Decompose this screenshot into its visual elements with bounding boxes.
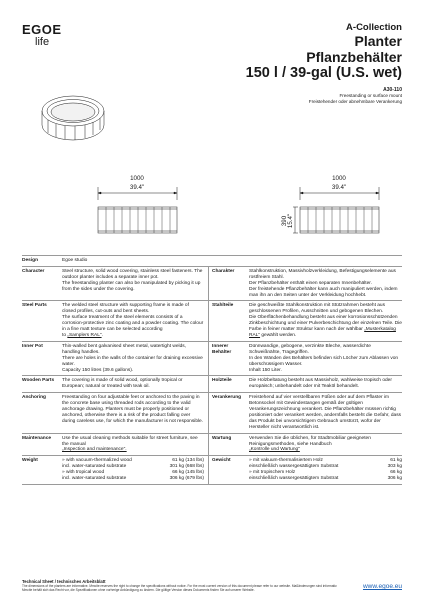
inner-en-1: Thin-walled bent galvanised sheet metal, watertight welds, handling handles. xyxy=(62,343,186,355)
weight-en-2a: incl. water-saturated substrate xyxy=(62,464,127,470)
weight-de-3b: 66 kg xyxy=(390,470,402,476)
subtitle-de: Freistehender oder abnehmbare Verankerung xyxy=(308,99,402,104)
steel-de-1: Die geschweißte Stahlkonstruktion mit Stützrahmen besteht aus geschlossenen Profilen, Ausschnitten und gebogenen Blechen. xyxy=(249,303,385,315)
inner-pot-label: Inner Pot xyxy=(22,343,43,349)
weight-en-2b: 301 kg (668 lbs) xyxy=(169,464,204,470)
kontrolle-wartung-link[interactable]: „Kontrolle und Wartung" xyxy=(249,447,300,453)
maintenance-label: Maintenance xyxy=(22,435,52,441)
steel-en-3: to xyxy=(62,332,68,338)
anchoring-label: Anchoring xyxy=(22,395,46,401)
website-link[interactable]: www.egoe.eu xyxy=(362,583,402,590)
inner-de-3: Inhalt 150 Liter. xyxy=(249,367,282,373)
maint-en: Use the usual cleaning methods suitable for street furniture, see the manual xyxy=(62,435,198,447)
steel-de-tail: gewählt werden. xyxy=(260,332,297,338)
steel-en-1: The welded steel structure with supporting frame is made of closed profiles, cut-outs and bent sheets. xyxy=(62,303,189,315)
inner-de-1: Dünnwandige, gebogene, verzinkte Bleche, wasserdichte Schweißnähte, Tragegriffen. xyxy=(249,343,371,355)
weight-en-1b: 61 kg (134 lbs) xyxy=(172,458,204,464)
weight-en-3b: 66 kg (145 lbs) xyxy=(172,470,204,476)
character-de-1: Stahlkonstruktion, Massivholzverkleidung, Befestigungselemente aus rostfreiem Stahl. xyxy=(249,268,396,280)
steel-en-2: The surface treatment of the steel elements consists of a corrosion-protective zinc coating and a powder coating. The colour in a fine matt texture can be selected according xyxy=(62,315,204,333)
footer-title: Technical Sheet / technisches Arbeitsblatt xyxy=(22,579,106,584)
character-label: Character xyxy=(22,268,45,274)
row-steel: Steel Parts The welded steel structure with supporting frame is made of closed profiles, cut-outs and bent sheets. The surface treatment of the steel elements consists of a corrosion-protective zinc coating and a powder coating. The colour in a fine matt texture can be selected according to „Samplers RAL". Stahlteile Die geschweißte Stahlkonstruktion mit Stützrahmen besteht aus geschlossenen Profilen, Ausschnitten und gebogenen Blechen. Die Oberflächenbehandlung besteht aus einer korrosionsschützenden Zinkbeschichtung und einer Pulverbeschichtung der einzelnen Teile. Die Farbe in feiner matter Struktur kann nach der wählbar „Musterkatalog RAL" gewählt werden. xyxy=(22,300,402,340)
row-wood xyxy=(22,375,402,392)
weight-en-4b: 306 kg (679 lbs) xyxy=(169,476,204,482)
height-in: 15.4" xyxy=(287,213,294,229)
title-de: Pflanzbehälter xyxy=(306,49,402,65)
weight-label: Weight xyxy=(22,458,38,464)
side-width-mm: 1000 xyxy=(332,175,346,182)
footer-note: The dimensions of the planters are informative. Mmcite reserves the right to change the specifications without notice. For the most current version of this document please refer to our website. Maßänderungen sind informativ. Mmcite behält sich das Recht vor, die Spezifikationen ohne vorherige Ankündigung zu ändern. Die gültige Version dieses Dokuments finden Sie auf unserer Website. xyxy=(22,584,338,592)
row-weight xyxy=(22,455,402,485)
wood-de: Die Holzbeltatung besteht aus Massivholz, wahlweise tropisch oder europäisch; unbehandelt oder mit Teaköl behandelt. xyxy=(249,378,392,390)
wood-en: The covering is made of solid wood, optionally tropical or European; natural or treated with teak oil. xyxy=(62,378,183,390)
anchor-de: Freistehend auf vier verstellbaren Füßen oder auf dem Pflaster im Betonsockel mit Gewindestangen gemäß der gültigen Verankerungszeichnung verankert. Die Pflanzbehälter müssen richtig positioniert oder verankert werden, andernfalls besteht die Gefahr, dass das Produkt bei unvorsichtigem Gebrauch umstürzt, wofür der Hersteller nicht verantwortlich ist. xyxy=(249,395,401,430)
musterkatalog-ral-link[interactable]: „Musterkatalog RAL" xyxy=(249,327,396,338)
collection-name: A-Collection xyxy=(346,22,402,33)
charakter-label: Charakter xyxy=(208,267,246,301)
character-de-3: Der freistehende Pflanzbehälter kann auch manipuliert werden, indem man ihn an den Seiten unter der Verkleidung hochhebt. xyxy=(249,286,398,298)
character-en-2: The freestanding planter can also be manipulated by picking it up from the sides under the covering. xyxy=(62,280,201,292)
maint-de: Verwenden Sie die üblichen, für Stadtmobiliar geeigneten Reinigungsmethoden, siehe Handbuch xyxy=(249,435,371,447)
weight-de-4b: 306 kg xyxy=(387,476,402,482)
steel-de-2: Die Oberflächenbehandlung besteht aus einer korrosionsschützenden Zinkbeschichtung und einer Pulverbeschichtung der einzelnen Teile. Die Farbe in feiner matter Struktur kann nach der wählbar xyxy=(249,315,402,333)
verankerung-label: Verankerung xyxy=(208,393,246,432)
steel-label: Steel Parts xyxy=(22,303,47,309)
row-design xyxy=(22,255,402,266)
side-elevation xyxy=(293,187,379,233)
inner-en-2: There are holes in the walls of the container for draining excessive water. xyxy=(62,355,203,367)
spec-table xyxy=(22,255,402,485)
isometric-view xyxy=(42,96,104,140)
character-en-1: Steel structure, solid wood covering, stainless steel fasteners. The outdoor planter includes a separate inner pot. xyxy=(62,268,203,280)
design-label: Design xyxy=(22,258,38,263)
character-de-2: Der Pflanzbehälter enthält einen separaten Innenbehälter. xyxy=(249,280,372,286)
weight-de-2b: 303 kg xyxy=(387,464,402,470)
front-width-in: 39.4" xyxy=(129,184,145,191)
weight-en-3a: » with tropical wood xyxy=(62,470,105,476)
inner-de-2: In den Wänden des Behälters befinden sich Löcher zum Ablassen von überschüssigem Wasser. xyxy=(249,355,399,367)
stahlteile-label: Stahlteile xyxy=(208,301,246,340)
weight-de-1b: 61 kg xyxy=(390,458,402,464)
wartung-label: Wartung xyxy=(208,434,246,456)
subtitle-en: Freestanding or surface mount xyxy=(339,93,402,98)
logo-subline: life xyxy=(35,36,50,48)
side-width-in: 39.4" xyxy=(331,184,347,191)
capacity-title: 150 l / 39-gal (U.S. wet) xyxy=(245,65,402,81)
design-value: Egoe studio xyxy=(62,258,88,263)
gewicht-label: Gewicht xyxy=(208,456,246,484)
inner-en-3: Capacity 150 litres (39.6 gallons). xyxy=(62,367,134,373)
title-en: Planter xyxy=(354,33,402,49)
weight-de-1a: » mit vakuum-thermalisiertem Holz xyxy=(249,458,323,464)
front-width-mm: 1000 xyxy=(130,175,144,182)
innerer-label: Innerer Behälter xyxy=(208,342,246,376)
weight-de-2a: einschließlich wassergesättigtem Substrat xyxy=(249,464,339,470)
wood-label: Wooden Parts xyxy=(22,378,55,384)
weight-de-3a: » mit tropischem Holz xyxy=(249,470,296,476)
samplers-ral-link[interactable]: „Samplers RAL" xyxy=(67,332,102,338)
row-anchoring xyxy=(22,392,402,432)
weight-de-4a: einschließlich wassergesättigtem Substrat xyxy=(249,476,339,482)
holzteile-label: Holzteile xyxy=(208,376,246,392)
anchor-en: Freestanding on four adjustable feet or anchored to the paving in the concrete base using threaded rods according to the valid anchorage drawing. Planters must be properly positioned or anchored, otherwise there is a risk of the product falling over during careless use, for which the manufacturer is not responsible. xyxy=(62,395,204,424)
footer xyxy=(22,579,402,592)
row-maintenance xyxy=(22,433,402,456)
product-code: A30-110 xyxy=(383,87,402,93)
logo-wordmark: EGOE xyxy=(22,22,62,37)
weight-en-1a: » with vacuum-thermalized wood xyxy=(62,458,132,464)
row-character xyxy=(22,266,402,301)
weight-en-4a: incl. water-saturated substrate xyxy=(62,476,127,482)
height-mm: 390 xyxy=(281,215,288,227)
technical-drawings xyxy=(0,0,424,250)
row-inner-pot xyxy=(22,341,402,376)
front-elevation xyxy=(98,187,177,233)
inspection-maintenance-link[interactable]: „Inspection and maintenance". xyxy=(62,447,127,453)
